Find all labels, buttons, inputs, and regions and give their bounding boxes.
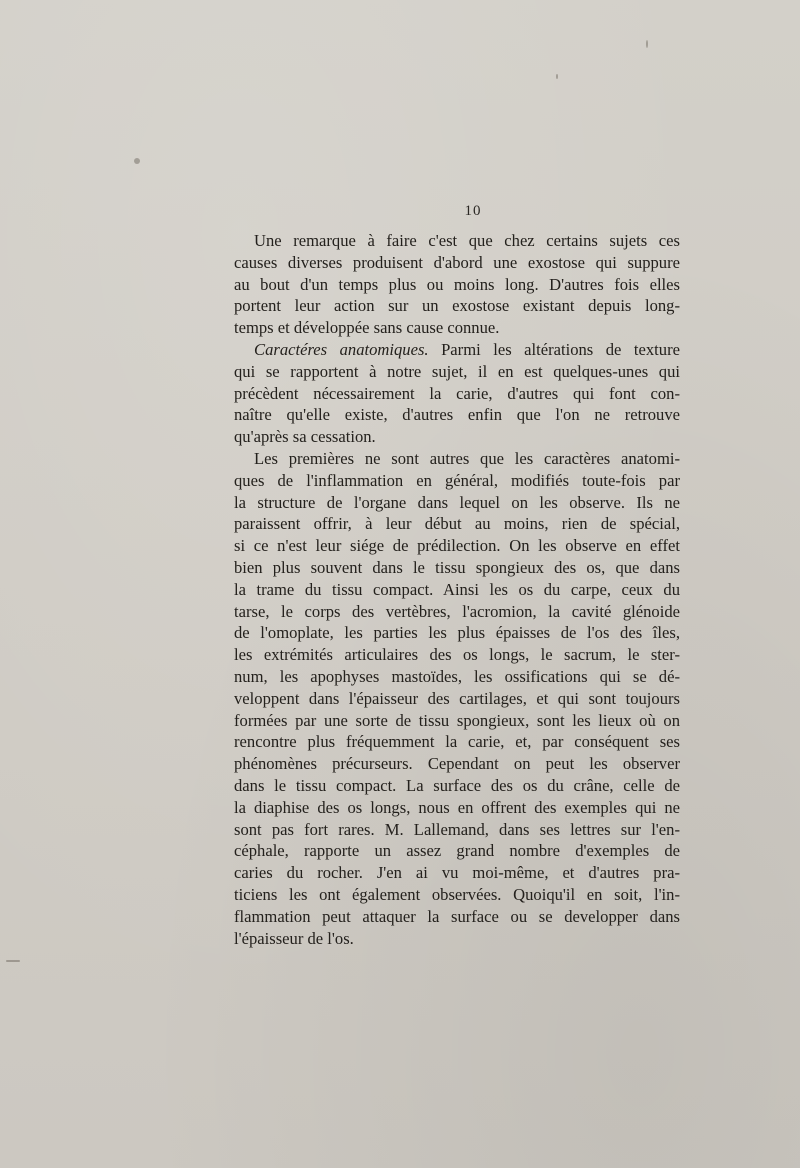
text-line-rest: Parmi les altérations de texture (441, 339, 680, 359)
text-line: phénomènes précurseurs. Cependant on peut les observer (234, 754, 680, 774)
text-line: naître qu'elle existe, d'autres enfin que l'on ne retrouve (234, 405, 680, 425)
text-line: caries du rocher. J'en ai vu moi-même, et d'autres pra- (234, 863, 680, 883)
text-line: veloppent dans l'épaisseur des cartilages, et qui sont toujours (234, 688, 680, 708)
text-line: sont pas fort rares. M. Lallemand, dans ses lettres sur l'en- (234, 819, 680, 839)
text-line: qui se rapportent à notre sujet, il en est quelques-unes qui (234, 361, 680, 381)
text-line: num, les apophyses mastoïdes, les ossifications qui se dé- (234, 666, 680, 686)
section-heading: Caractéres anatomiques. (254, 339, 429, 359)
text-line: formées par une sorte de tissu spongieux, sont les lieux où on (234, 710, 680, 730)
text-line: céphale, rapporte un assez grand nombre d'exemples de (234, 841, 680, 861)
text-line: au bout d'un temps plus ou moins long. D'autres fois elles (234, 274, 680, 294)
text-line: qu'après sa cessation. (234, 427, 376, 447)
text-line: flammation peut attaquer la surface ou se developper dans (234, 906, 680, 926)
text-line (234, 339, 680, 361)
text-line: l'épaisseur de l'os. (234, 928, 354, 948)
text-line: précèdent nécessairement la carie, d'autres qui font con- (234, 383, 680, 403)
text-line: causes diverses produisent d'abord une exostose qui suppure (234, 252, 680, 272)
paper-speck (134, 158, 140, 164)
page-number: 10 (464, 203, 482, 219)
text-line: dans le tissu compact. La surface des os du crâne, celle de (234, 775, 680, 795)
text-line: de l'omoplate, les parties les plus épaisses de l'os des îles, (234, 623, 680, 643)
text-line: la structure de l'organe dans lequel on les observe. Ils ne (234, 492, 680, 512)
text-line: paraissent offrir, à leur début au moins, rien de spécial, (234, 514, 680, 534)
text-line: la diaphise des os longs, nous en offrent des exemples qui ne (234, 797, 680, 817)
paper-speck (6, 960, 20, 962)
body-text (234, 230, 680, 949)
text-line: Une remarque à faire c'est que chez certains sujets ces (254, 231, 680, 250)
text-line: bien plus souvent dans le tissu spongieux des os, que dans (234, 557, 680, 577)
text-line: si ce n'est leur siége de prédilection. On les observe en effet (234, 536, 680, 556)
text-line: Les premières ne sont autres que les caractères anatomi- (254, 448, 680, 468)
text-line: la trame du tissu compact. Ainsi les os du carpe, ceux du (234, 579, 680, 599)
text-line: rencontre plus fréquemment la carie, et, par conséquent ses (234, 732, 680, 752)
text-line: portent leur action sur un exostose existant depuis long- (234, 296, 680, 316)
paper-speck (556, 74, 558, 79)
text-line: ticiens les ont également observées. Quoiqu'il en soit, l'in- (234, 884, 680, 904)
paper-speck (646, 40, 648, 48)
text-line: les extrémités articulaires des os longs, le sacrum, le ster- (234, 645, 680, 665)
text-line: tarse, le corps des vertèbres, l'acromion, la cavité glénoide (234, 601, 680, 621)
text-line: ques de l'inflammation en général, modifiés toute-fois par (234, 470, 680, 490)
text-line: temps et développée sans cause connue. (234, 318, 500, 338)
